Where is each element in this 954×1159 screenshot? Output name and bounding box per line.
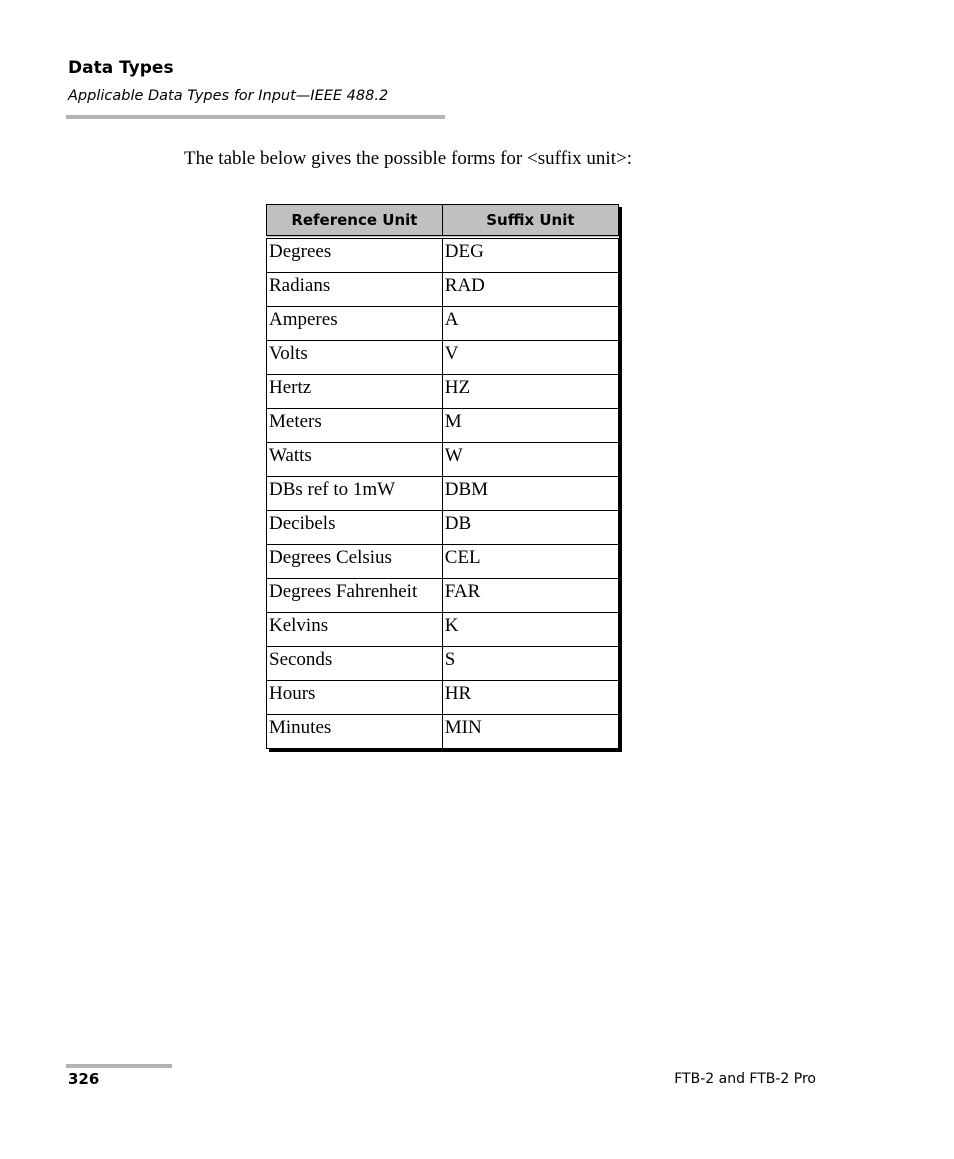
table-body <box>267 237 619 749</box>
table-row <box>267 647 619 681</box>
table-row <box>267 715 619 749</box>
table-row <box>267 477 619 511</box>
table-row <box>267 307 619 341</box>
page-number: 326 <box>68 1070 100 1088</box>
reference-unit-cell: Hertz <box>267 375 443 409</box>
suffix-unit-cell: HR <box>442 681 618 715</box>
table-row <box>267 613 619 647</box>
reference-unit-cell: Degrees Fahrenheit <box>267 579 443 613</box>
reference-unit-cell: Minutes <box>267 715 443 749</box>
table-row <box>267 375 619 409</box>
suffix-unit-cell: DBM <box>442 477 618 511</box>
column-header-reference-unit: Reference Unit <box>267 205 443 238</box>
reference-unit-cell: Degrees Celsius <box>267 545 443 579</box>
suffix-unit-cell: DB <box>442 511 618 545</box>
table-row <box>267 681 619 715</box>
suffix-unit-cell: FAR <box>442 579 618 613</box>
suffix-unit-cell: M <box>442 409 618 443</box>
reference-unit-cell: Degrees <box>267 237 443 273</box>
suffix-unit-cell: S <box>442 647 618 681</box>
suffix-unit-cell: W <box>442 443 618 477</box>
table-row <box>267 443 619 477</box>
reference-unit-cell: DBs ref to 1mW <box>267 477 443 511</box>
suffix-unit-cell: HZ <box>442 375 618 409</box>
table-header-row <box>267 205 619 238</box>
suffix-unit-cell: RAD <box>442 273 618 307</box>
table-row <box>267 273 619 307</box>
section-subtitle: Applicable Data Types for Input—IEEE 488.2 <box>68 88 389 104</box>
reference-unit-cell: Hours <box>267 681 443 715</box>
suffix-unit-cell: CEL <box>442 545 618 579</box>
table-row <box>267 409 619 443</box>
column-header-suffix-unit: Suffix Unit <box>442 205 618 238</box>
footer-product-name: FTB-2 and FTB-2 Pro <box>674 1071 816 1087</box>
reference-unit-cell: Meters <box>267 409 443 443</box>
reference-unit-cell: Volts <box>267 341 443 375</box>
suffix-unit-cell: A <box>442 307 618 341</box>
suffix-unit-table-container <box>266 204 619 749</box>
table-row <box>267 579 619 613</box>
intro-paragraph: The table below gives the possible forms for <suffix unit>: <box>184 148 632 169</box>
table-row <box>267 545 619 579</box>
reference-unit-cell: Seconds <box>267 647 443 681</box>
header-rule <box>66 115 445 119</box>
suffix-unit-cell: MIN <box>442 715 618 749</box>
table-row <box>267 341 619 375</box>
suffix-unit-cell: DEG <box>442 237 618 273</box>
suffix-unit-cell: V <box>442 341 618 375</box>
suffix-unit-table <box>266 204 619 749</box>
footer-rule <box>66 1064 172 1068</box>
table-row <box>267 237 619 273</box>
reference-unit-cell: Radians <box>267 273 443 307</box>
reference-unit-cell: Decibels <box>267 511 443 545</box>
suffix-unit-cell: K <box>442 613 618 647</box>
reference-unit-cell: Amperes <box>267 307 443 341</box>
reference-unit-cell: Watts <box>267 443 443 477</box>
reference-unit-cell: Kelvins <box>267 613 443 647</box>
section-title: Data Types <box>68 58 174 78</box>
table-row <box>267 511 619 545</box>
